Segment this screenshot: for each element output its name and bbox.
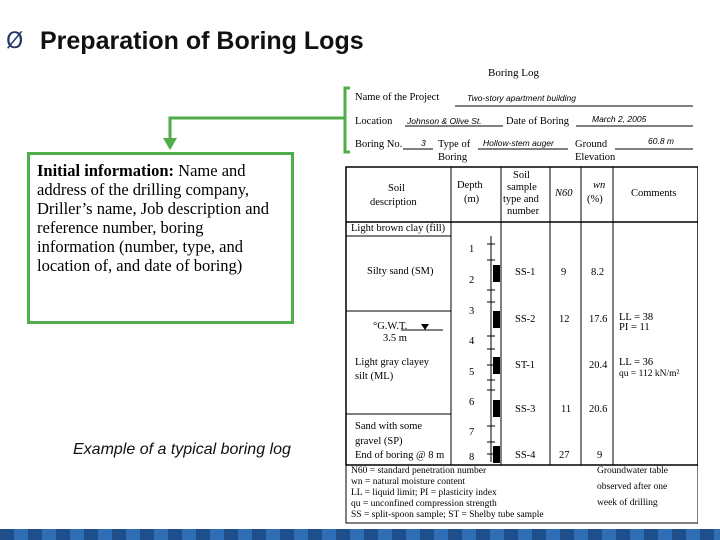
sample-3-wn: 20.4 — [589, 360, 608, 371]
type-value: Hollow-stem auger — [483, 138, 554, 148]
depth-tick-7: 7 — [469, 427, 475, 438]
sample-block — [493, 400, 500, 417]
boring-no-label: Boring No. — [355, 139, 403, 150]
layer-1-text: Light brown clay (fill) — [351, 223, 446, 234]
location-label: Location — [355, 116, 393, 127]
sample-3-comment-2: qu = 112 kN/m² — [619, 369, 680, 379]
layer-5-text-3: End of boring @ 8 m — [355, 450, 445, 461]
info-label: Initial information: — [37, 161, 175, 180]
sample-2-n60: 12 — [559, 314, 570, 325]
sample-block — [493, 265, 500, 282]
project-label: Name of the Project — [355, 92, 440, 103]
ground-value: 60.8 m — [648, 136, 674, 146]
sample-1-id: SS-1 — [515, 267, 536, 278]
col-wn-1: wn — [593, 180, 606, 191]
info-text: Name and address of the drilling company, Driller’s name, Job description and reference number, boring information (number, type, and location of, and date of boring) — [37, 161, 270, 275]
layer-5-text-1: Sand with some — [355, 421, 423, 432]
date-label: Date of Boring — [506, 116, 569, 127]
sample-2-id: SS-2 — [515, 314, 536, 325]
col-comments: Comments — [631, 188, 677, 199]
legend-line-2: wn = natural moisture content — [351, 477, 466, 487]
depth-tick-8: 8 — [469, 452, 475, 463]
legend-note-1: Groundwater table — [597, 466, 668, 476]
footer-band — [0, 529, 720, 540]
col-soil-description-2: description — [370, 197, 417, 208]
col-depth-2: (m) — [464, 194, 480, 205]
sample-3-id: ST-1 — [515, 360, 536, 371]
sample-2-wn: 17.6 — [589, 314, 608, 325]
location-value: Johnson & Olive St. — [407, 116, 482, 126]
depth-tick-1: 1 — [469, 244, 475, 255]
layer-2-text: Silty sand (SM) — [367, 266, 434, 277]
sample-1-wn: 8.2 — [591, 267, 605, 278]
project-value: Two-story apartment building — [467, 93, 576, 103]
legend-line-5: SS = split-spoon sample; ST = Shelby tube sample — [351, 510, 544, 520]
depth-tick-2: 2 — [469, 275, 475, 286]
sample-block — [493, 446, 500, 463]
sample-4-id: SS-3 — [515, 404, 536, 415]
col-sample-1: Soil — [513, 170, 530, 181]
boring-log-heading: Boring Log — [488, 67, 540, 79]
legend-note-3: week of drilling — [597, 498, 658, 508]
col-wn-2: (%) — [587, 194, 603, 205]
sample-2-comment-2: PI = 11 — [619, 322, 650, 333]
depth-tick-4: 4 — [469, 336, 475, 347]
sample-block — [493, 311, 500, 328]
sample-4-n60: 11 — [561, 404, 572, 415]
layer-4-text-1: Light gray clayey — [355, 357, 430, 368]
sample-4-wn: 20.6 — [589, 404, 608, 415]
ground-label-2: Elevation — [575, 152, 616, 163]
layer-4-text-2: silt (ML) — [355, 371, 394, 382]
legend-line-1: N60 = standard penetration number — [351, 466, 487, 476]
col-depth-1: Depth — [457, 180, 483, 191]
legend-note-2: observed after one — [597, 482, 668, 492]
sample-2-comment-1: LL = 38 — [619, 312, 654, 323]
slide-title-row — [6, 24, 364, 58]
sample-5-wn: 9 — [597, 450, 603, 461]
boring-log-figure — [343, 64, 698, 526]
date-value: March 2, 2005 — [592, 114, 647, 124]
col-soil-description-1: Soil — [388, 183, 405, 194]
ground-label-1: Ground — [575, 139, 608, 150]
sample-3-comment-1: LL = 36 — [619, 357, 654, 368]
boring-no-value: 3 — [421, 138, 426, 148]
legend-line-4: qu = unconfined compression strength — [351, 499, 497, 509]
legend-line-3: LL = liquid limit; PI = plasticity index — [351, 488, 497, 498]
col-sample-3: type and — [503, 194, 539, 205]
sample-5-id: SS-4 — [515, 450, 536, 461]
slide-title: Preparation of Boring Logs — [40, 26, 364, 55]
type-label-1: Type of — [438, 139, 471, 150]
sample-5-n60: 27 — [559, 450, 570, 461]
arrow-bullet-icon: Ø — [6, 28, 24, 54]
type-label-2: Boring — [438, 152, 468, 163]
layer-3-text-1: °G.W.T. — [373, 321, 408, 332]
initial-information-box — [27, 152, 294, 324]
depth-tick-6: 6 — [469, 397, 475, 408]
sample-1-n60: 9 — [561, 267, 567, 278]
col-sample-4: number — [507, 206, 540, 217]
layer-3-text-2: 3.5 m — [383, 333, 407, 344]
col-sample-2: sample — [507, 182, 537, 193]
layer-5-text-2: gravel (SP) — [355, 436, 403, 447]
depth-tick-5: 5 — [469, 367, 475, 378]
sample-block — [493, 357, 500, 374]
col-n60: N60 — [555, 188, 573, 199]
depth-tick-3: 3 — [469, 306, 475, 317]
caption: Example of a typical boring log — [73, 441, 291, 458]
